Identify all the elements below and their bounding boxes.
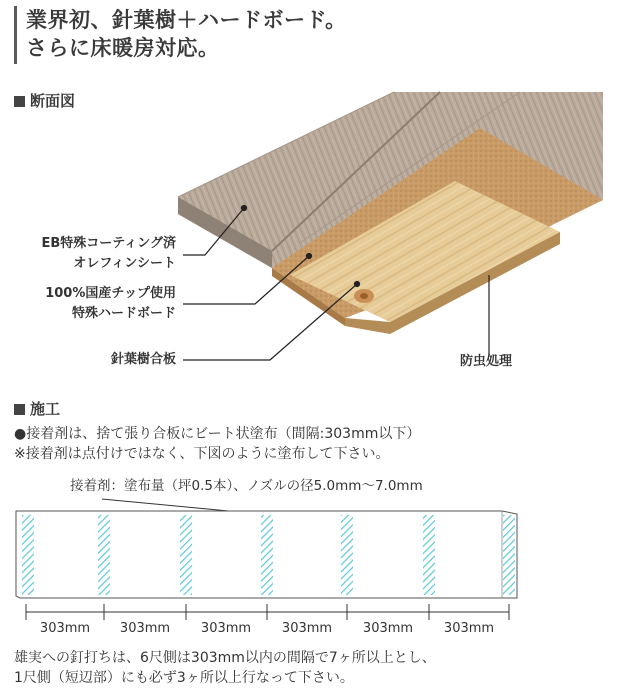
insect-treatment-label: 防虫処理 — [460, 354, 513, 369]
dimension-label: 303mm — [200, 621, 252, 636]
hardboard-label-line-2: 特殊ハードボード — [71, 306, 176, 321]
plywood-label: 針葉樹合板 — [110, 352, 176, 367]
construction-instruction-1: ●接着剤は、捨て張り合板にビート状塗布（間隔:303mm以下） — [14, 426, 421, 442]
footer-note-1: 雄実への釘打ちは、6尺側は303mm以内の間隔で7ヶ所以上とし、 — [14, 650, 436, 666]
dimension-label: 303mm — [281, 621, 333, 636]
construction-instruction-2: ※接着剤は点付けではなく、下図のように塗布して下さい。 — [14, 446, 390, 462]
title-line-2: さらに床暖房対応。 — [26, 36, 220, 60]
dimension-label: 303mm — [119, 621, 171, 636]
dimension-label: 303mm — [443, 621, 495, 636]
title-line-1: 業界初、針葉樹＋ハードボード。 — [26, 8, 347, 32]
construction-heading-text: 施工 — [30, 400, 61, 418]
cross-section-heading-text: 断面図 — [30, 92, 76, 110]
footer-note-2: 1尺側（短辺部）にも必ず3ヶ所以上行なって下さい。 — [14, 670, 354, 686]
dimension-lines — [26, 604, 509, 620]
hardboard-label-line-1: 100%国産チップ使用 — [45, 286, 176, 301]
surface-label-line-1: EB特殊コーティング済 — [41, 236, 176, 251]
dimension-label: 303mm — [39, 621, 91, 636]
adhesive-note: 接着剤：塗布量（坪0.5本）、ノズルの径5.0mm〜7.0mm — [70, 478, 423, 494]
dimension-label: 303mm — [362, 621, 414, 636]
surface-label-line-2: オレフィンシート — [73, 256, 176, 271]
